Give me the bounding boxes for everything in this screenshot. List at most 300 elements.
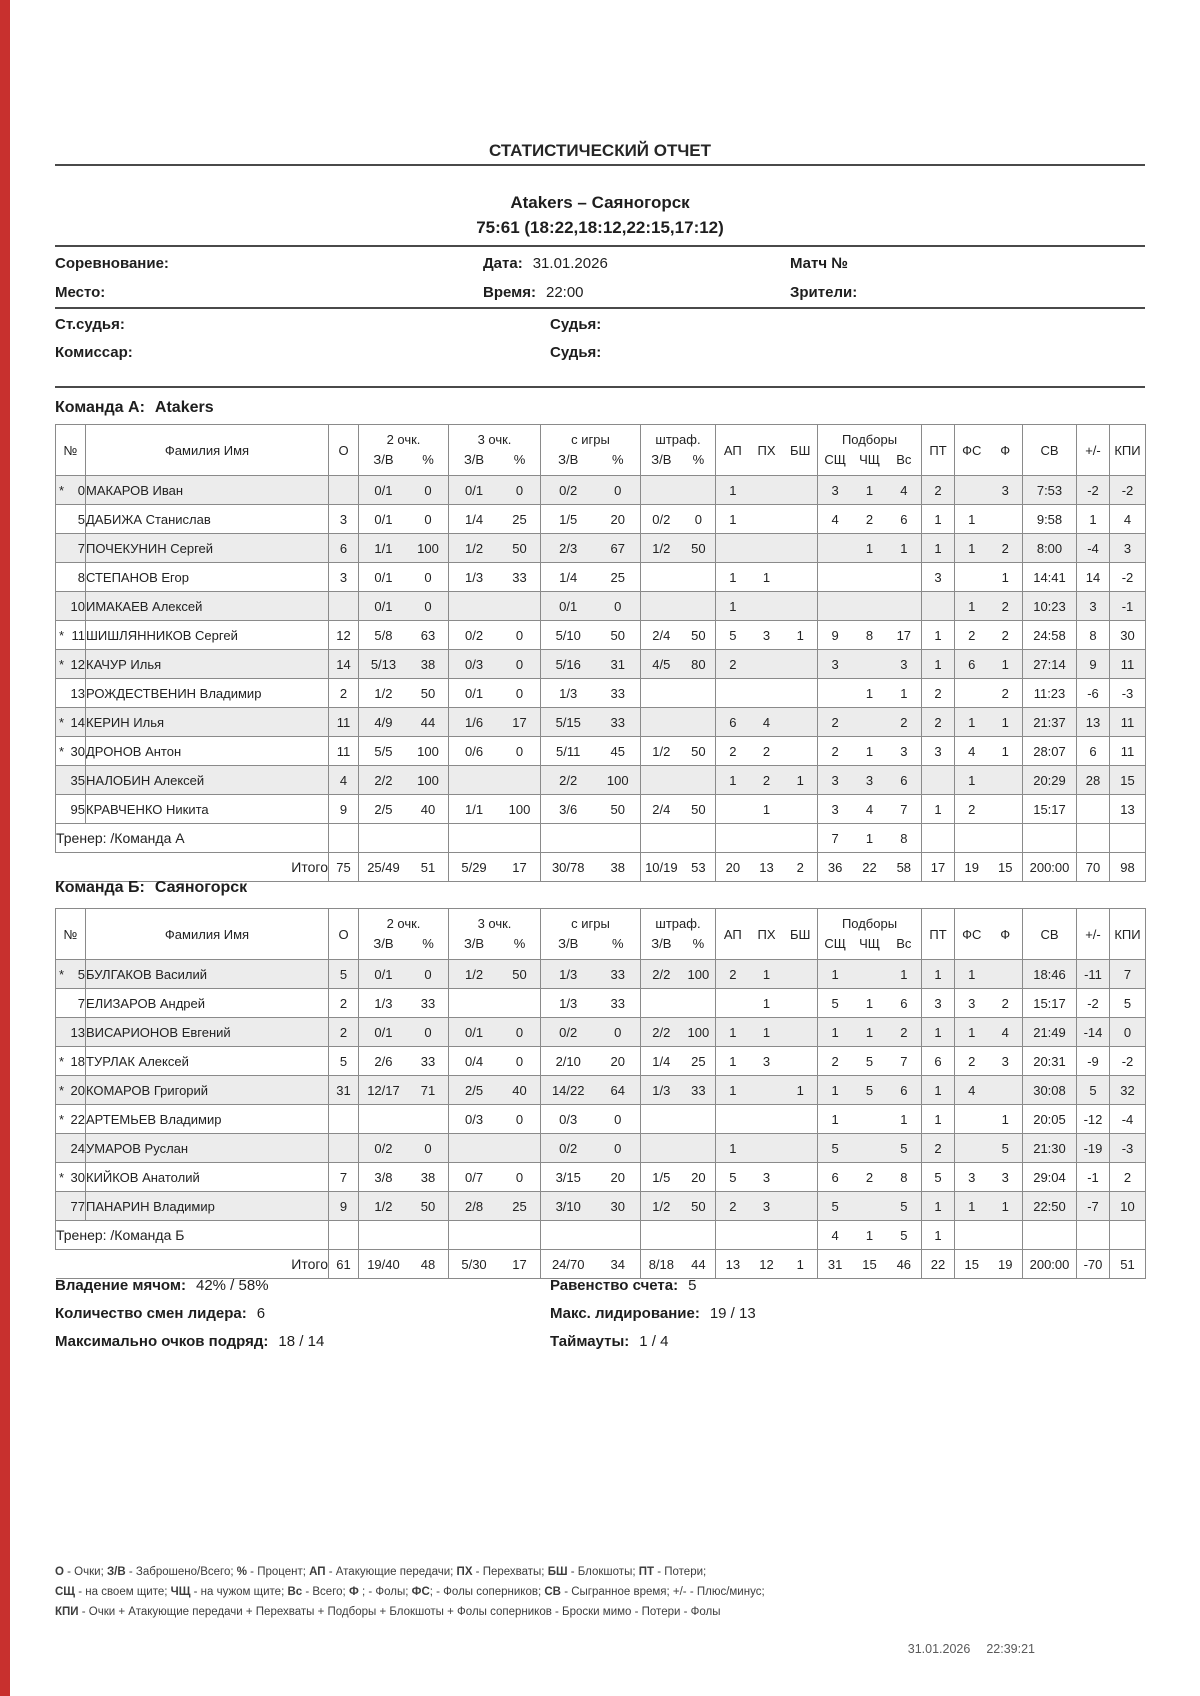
- cell-points: [329, 824, 359, 853]
- cell-3pt: [449, 592, 541, 621]
- team-a-title: [55, 399, 214, 417]
- cell-2pt: 0/2 0: [359, 1134, 449, 1163]
- cell-2pt: 5/5 100: [359, 737, 449, 766]
- cell-ft: 1/2 50: [641, 737, 716, 766]
- cell-ast-stl-blk: [716, 679, 818, 708]
- player-name: КИЙКОВ Анатолий: [86, 1163, 329, 1192]
- cell-points: 5: [329, 1047, 359, 1076]
- cell-ast-stl-blk: 5 3: [716, 1163, 818, 1192]
- player-row: [56, 621, 1146, 650]
- cell-turnovers: 17: [922, 853, 955, 882]
- player-name: ДАБИЖА Станислав: [86, 505, 329, 534]
- cell-rebounds: 1 1: [818, 679, 922, 708]
- player-name: КЕРИН Илья: [86, 708, 329, 737]
- cell-ast-stl-blk: 1 2 1: [716, 766, 818, 795]
- cell-ft: [641, 1134, 716, 1163]
- cell-2pt: 25/49 51: [359, 853, 449, 882]
- coach-row: [56, 1221, 1146, 1250]
- cell-3pt: 0/2 0: [449, 621, 541, 650]
- divider: [55, 307, 1145, 309]
- cell-points: 9: [329, 1192, 359, 1221]
- cell-3pt: 2/5 40: [449, 1076, 541, 1105]
- header-fouls: ФС Ф: [955, 909, 1023, 960]
- cell-plusminus: [1077, 1221, 1110, 1250]
- cell-plusminus: 70: [1077, 853, 1110, 882]
- player-row: [56, 1192, 1146, 1221]
- player-number: * 5: [56, 960, 86, 989]
- cell-time: 22:50: [1023, 1192, 1077, 1221]
- team-b-table: [55, 908, 1146, 1279]
- cell-fouls: 3 3: [955, 1163, 1023, 1192]
- cell-turnovers: 1: [922, 505, 955, 534]
- cell-points: 2: [329, 679, 359, 708]
- match-no-label: Матч №: [790, 255, 848, 272]
- header-fg: с игры З/В %: [541, 425, 641, 476]
- cell-fouls: 2 2: [955, 621, 1023, 650]
- header-time: СВ: [1023, 425, 1077, 476]
- cell-turnovers: 2: [922, 708, 955, 737]
- cell-fouls: 4 1: [955, 737, 1023, 766]
- cell-ast-stl-blk: 6 4: [716, 708, 818, 737]
- table-header: [56, 425, 1146, 476]
- totals-row: [56, 853, 1146, 882]
- player-number: * 18: [56, 1047, 86, 1076]
- cell-2pt: 5/8 63: [359, 621, 449, 650]
- cell-3pt: 0/3 0: [449, 650, 541, 679]
- cell-kpi: 30: [1110, 621, 1146, 650]
- cell-3pt: [449, 1221, 541, 1250]
- cell-ft: [641, 824, 716, 853]
- header-number: №: [56, 425, 86, 476]
- cell-rebounds: 1 1 2: [818, 1018, 922, 1047]
- cell-turnovers: 1: [922, 960, 955, 989]
- cell-fg: 2/3 67: [541, 534, 641, 563]
- cell-rebounds: 3 3: [818, 650, 922, 679]
- lead-changes-label: Количество смен лидера:: [55, 1305, 247, 1322]
- cell-turnovers: 2: [922, 476, 955, 505]
- player-row: [56, 563, 1146, 592]
- header-points: О: [329, 425, 359, 476]
- player-row: [56, 1047, 1146, 1076]
- totals-label: Итого: [56, 1250, 329, 1279]
- cell-ast-stl-blk: 1: [716, 1134, 818, 1163]
- cell-3pt: 2/8 25: [449, 1192, 541, 1221]
- summary-row-1: [0, 1277, 1200, 1299]
- header-name: Фамилия Имя: [86, 425, 329, 476]
- player-name: ШИШЛЯННИКОВ Сергей: [86, 621, 329, 650]
- cell-fg: 0/1 0: [541, 592, 641, 621]
- cell-time: 200:00: [1023, 853, 1077, 882]
- legend-line: О - Очки; З/В - Заброшено/Всего; % - Процент; АП - Атакующие передачи; ПХ - Перехваты; БШ - Блокшоты; ПТ - Потери;: [55, 1566, 707, 1578]
- header-turnovers: ПТ: [922, 909, 955, 960]
- player-name: ВИСАРИОНОВ Евгений: [86, 1018, 329, 1047]
- header-ft: штраф. З/В %: [641, 909, 716, 960]
- cell-plusminus: -19: [1077, 1134, 1110, 1163]
- player-number: * 30: [56, 737, 86, 766]
- cell-ast-stl-blk: 1: [716, 592, 818, 621]
- cell-fouls: 6 1: [955, 650, 1023, 679]
- cell-2pt: 0/1 0: [359, 505, 449, 534]
- player-name: ПАНАРИН Владимир: [86, 1192, 329, 1221]
- cell-3pt: 0/1 0: [449, 1018, 541, 1047]
- cell-points: 5: [329, 960, 359, 989]
- cell-kpi: [1110, 1221, 1146, 1250]
- cell-turnovers: 22: [922, 1250, 955, 1279]
- cell-points: 2: [329, 989, 359, 1018]
- cell-points: 12: [329, 621, 359, 650]
- cell-kpi: 2: [1110, 1163, 1146, 1192]
- cell-2pt: 0/1 0: [359, 592, 449, 621]
- cell-points: 75: [329, 853, 359, 882]
- cell-fouls: 1: [955, 766, 1023, 795]
- cell-ft: 1/2 50: [641, 1192, 716, 1221]
- cell-ft: 1/3 33: [641, 1076, 716, 1105]
- cell-ast-stl-blk: [716, 534, 818, 563]
- cell-ast-stl-blk: 2 3: [716, 1192, 818, 1221]
- info-row-1: [0, 255, 1200, 275]
- cell-kpi: 98: [1110, 853, 1146, 882]
- cell-ft: 2/2 100: [641, 1018, 716, 1047]
- cell-turnovers: 1: [922, 534, 955, 563]
- cell-plusminus: -12: [1077, 1105, 1110, 1134]
- player-row: [56, 476, 1146, 505]
- cell-fouls: 4: [955, 1076, 1023, 1105]
- player-row: [56, 795, 1146, 824]
- cell-time: 20:05: [1023, 1105, 1077, 1134]
- cell-3pt: 1/6 17: [449, 708, 541, 737]
- player-name: АРТЕМЬЕВ Владимир: [86, 1105, 329, 1134]
- cell-fouls: [955, 824, 1023, 853]
- cell-fg: 5/16 31: [541, 650, 641, 679]
- match-title: Atakers – Саяногорск: [510, 193, 690, 212]
- player-row: [56, 592, 1146, 621]
- cell-fouls: 3: [955, 476, 1023, 505]
- player-number: * 11: [56, 621, 86, 650]
- cell-points: [329, 1105, 359, 1134]
- cell-plusminus: [1077, 824, 1110, 853]
- header-points: О: [329, 909, 359, 960]
- cell-ft: 4/5 80: [641, 650, 716, 679]
- team-a-rows: [56, 476, 1146, 882]
- header-name: Фамилия Имя: [86, 909, 329, 960]
- cell-2pt: 1/2 50: [359, 1192, 449, 1221]
- summary-row-2: [0, 1305, 1200, 1327]
- cell-time: [1023, 1221, 1077, 1250]
- cell-fouls: 2: [955, 679, 1023, 708]
- cell-fg: 3/15 20: [541, 1163, 641, 1192]
- cell-points: [329, 592, 359, 621]
- cell-turnovers: 1: [922, 1221, 955, 1250]
- player-row: [56, 534, 1146, 563]
- cell-fouls: 5: [955, 1134, 1023, 1163]
- cell-ft: 10/19 53: [641, 853, 716, 882]
- cell-3pt: 0/7 0: [449, 1163, 541, 1192]
- cell-time: 29:04: [1023, 1163, 1077, 1192]
- cell-turnovers: 3: [922, 989, 955, 1018]
- cell-fouls: 1: [955, 960, 1023, 989]
- cell-fouls: [955, 1221, 1023, 1250]
- header-fouls: ФС Ф: [955, 425, 1023, 476]
- player-name: ПОЧЕКУНИН Сергей: [86, 534, 329, 563]
- cell-kpi: [1110, 824, 1146, 853]
- cell-2pt: 3/8 38: [359, 1163, 449, 1192]
- cell-rebounds: 1 5 6: [818, 1076, 922, 1105]
- cell-fg: 1/3 33: [541, 679, 641, 708]
- cell-rebounds: 2 1 3: [818, 737, 922, 766]
- team-a-table: [55, 424, 1146, 882]
- player-number: 7: [56, 534, 86, 563]
- cell-fouls: 1 1: [955, 708, 1023, 737]
- player-number: 77: [56, 1192, 86, 1221]
- cell-turnovers: 1: [922, 621, 955, 650]
- cell-2pt: [359, 1221, 449, 1250]
- player-row: [56, 1163, 1146, 1192]
- cell-turnovers: 1: [922, 1076, 955, 1105]
- cell-fg: 2/2 100: [541, 766, 641, 795]
- page-title: СТАТИСТИЧЕСКИЙ ОТЧЕТ: [488, 141, 712, 160]
- player-name: МАКАРОВ Иван: [86, 476, 329, 505]
- ties-value: 5: [688, 1277, 697, 1294]
- cell-plusminus: 14: [1077, 563, 1110, 592]
- cell-kpi: 5: [1110, 989, 1146, 1018]
- totals-label: Итого: [56, 853, 329, 882]
- legend-line: СЩ - на своем щите; ЧЩ - на чужом щите; Вс - Всего; Ф ; - Фолы; ФС; - Фолы соперников; СВ - Сыгранное время; +/- - Плюс/минус;: [55, 1586, 765, 1598]
- cell-fg: 0/2 0: [541, 1018, 641, 1047]
- cell-turnovers: 3: [922, 563, 955, 592]
- player-name: ТУРЛАК Алексей: [86, 1047, 329, 1076]
- cell-rebounds: 1 1: [818, 534, 922, 563]
- player-name: ДРОНОВ Антон: [86, 737, 329, 766]
- possession-label: Владение мячом:: [55, 1277, 186, 1294]
- header-2pt: 2 очк. З/В %: [359, 909, 449, 960]
- cell-turnovers: 5: [922, 1163, 955, 1192]
- cell-2pt: [359, 1105, 449, 1134]
- cell-ast-stl-blk: 1 1: [716, 563, 818, 592]
- cell-time: 21:49: [1023, 1018, 1077, 1047]
- team-a-name: Atakers: [154, 399, 214, 416]
- cell-kpi: 11: [1110, 650, 1146, 679]
- header-3pt: 3 очк. З/В %: [449, 425, 541, 476]
- cell-kpi: -4: [1110, 1105, 1146, 1134]
- date-label: Дата:: [483, 255, 523, 272]
- print-date: 31.01.2026: [907, 1642, 971, 1656]
- cell-fouls: 15 19: [955, 1250, 1023, 1279]
- team-b-rows: [56, 960, 1146, 1279]
- cell-time: 8:00: [1023, 534, 1077, 563]
- totals-row: [56, 1250, 1146, 1279]
- cell-turnovers: [922, 766, 955, 795]
- cell-rebounds: 36 22 58: [818, 853, 922, 882]
- cell-ft: [641, 679, 716, 708]
- place-label: Место:: [55, 284, 106, 301]
- cell-points: 4: [329, 766, 359, 795]
- player-row: [56, 679, 1146, 708]
- player-number: 35: [56, 766, 86, 795]
- cell-ast-stl-blk: 5 3 1: [716, 621, 818, 650]
- header-rebounds: Подборы СЩ ЧЩ Вс: [818, 909, 922, 960]
- team-b-name: Саяногорск: [154, 879, 248, 896]
- cell-turnovers: 6: [922, 1047, 955, 1076]
- cell-ft: 1/4 25: [641, 1047, 716, 1076]
- cell-turnovers: 2: [922, 1134, 955, 1163]
- cell-plusminus: -9: [1077, 1047, 1110, 1076]
- cell-2pt: 0/1 0: [359, 960, 449, 989]
- cell-points: 31: [329, 1076, 359, 1105]
- cell-kpi: 51: [1110, 1250, 1146, 1279]
- header-fg: с игры З/В %: [541, 909, 641, 960]
- cell-kpi: 13: [1110, 795, 1146, 824]
- cell-time: 11:23: [1023, 679, 1077, 708]
- cell-ast-stl-blk: 1: [716, 989, 818, 1018]
- cell-turnovers: 3: [922, 737, 955, 766]
- cell-fg: 1/3 33: [541, 989, 641, 1018]
- cell-2pt: 5/13 38: [359, 650, 449, 679]
- cell-fg: 0/2 0: [541, 476, 641, 505]
- cell-points: [329, 1134, 359, 1163]
- cell-ft: [641, 563, 716, 592]
- cell-rebounds: [818, 563, 922, 592]
- header-ast-stl-blk: АП ПХ БШ: [716, 909, 818, 960]
- player-number: 10: [56, 592, 86, 621]
- cell-fouls: 2: [955, 795, 1023, 824]
- time-label: Время:: [483, 284, 536, 301]
- coach-label: Тренер: /Команда Б: [56, 1221, 329, 1250]
- print-timestamp: [55, 1642, 1035, 1656]
- cell-kpi: 0: [1110, 1018, 1146, 1047]
- referee1-label: Судья:: [550, 316, 602, 333]
- cell-fouls: 1 1: [955, 1192, 1023, 1221]
- header-turnovers: ПТ: [922, 425, 955, 476]
- max-run-value: 18 / 14: [278, 1333, 325, 1350]
- cell-plusminus: -6: [1077, 679, 1110, 708]
- cell-turnovers: 1: [922, 1105, 955, 1134]
- cell-points: 3: [329, 563, 359, 592]
- cell-rebounds: 31 15 46: [818, 1250, 922, 1279]
- timeouts-value: 1 / 4: [639, 1333, 669, 1350]
- cell-plusminus: 6: [1077, 737, 1110, 766]
- cell-ft: [641, 766, 716, 795]
- cell-3pt: 1/2 50: [449, 534, 541, 563]
- max-lead-value: 19 / 13: [709, 1305, 756, 1322]
- competition-label: Соревнование:: [55, 255, 169, 272]
- player-number: 13: [56, 1018, 86, 1047]
- player-row: [56, 708, 1146, 737]
- cell-3pt: 5/30 17: [449, 1250, 541, 1279]
- cell-3pt: 0/1 0: [449, 679, 541, 708]
- cell-ft: 2/4 50: [641, 621, 716, 650]
- cell-2pt: 0/1 0: [359, 476, 449, 505]
- info-row-3: [0, 316, 1200, 336]
- cell-plusminus: -70: [1077, 1250, 1110, 1279]
- player-name: ИМАКАЕВ Алексей: [86, 592, 329, 621]
- cell-2pt: 0/1 0: [359, 563, 449, 592]
- player-name: СТЕПАНОВ Егор: [86, 563, 329, 592]
- commissioner-label: Комиссар:: [55, 344, 133, 361]
- cell-points: 6: [329, 534, 359, 563]
- player-row: [56, 1076, 1146, 1105]
- cell-ast-stl-blk: [716, 1105, 818, 1134]
- player-name: КОМАРОВ Григорий: [86, 1076, 329, 1105]
- cell-3pt: 1/1 100: [449, 795, 541, 824]
- player-number: 13: [56, 679, 86, 708]
- header-2pt: 2 очк. З/В %: [359, 425, 449, 476]
- date-value: 31.01.2026: [532, 255, 608, 272]
- player-row: [56, 505, 1146, 534]
- header-plusminus: +/-: [1077, 909, 1110, 960]
- player-name: БУЛГАКОВ Василий: [86, 960, 329, 989]
- player-row: [56, 737, 1146, 766]
- cell-3pt: [449, 766, 541, 795]
- cell-2pt: 1/3 33: [359, 989, 449, 1018]
- player-number: 5: [56, 505, 86, 534]
- cell-ast-stl-blk: 1: [716, 476, 818, 505]
- cell-time: 15:17: [1023, 989, 1077, 1018]
- cell-ft: [641, 476, 716, 505]
- cell-kpi: -2: [1110, 563, 1146, 592]
- cell-ft: [641, 708, 716, 737]
- cell-ast-stl-blk: 2 2: [716, 737, 818, 766]
- referee2-label: Судья:: [550, 344, 602, 361]
- cell-plusminus: 3: [1077, 592, 1110, 621]
- player-number: 24: [56, 1134, 86, 1163]
- cell-time: 21:37: [1023, 708, 1077, 737]
- cell-fg: 1/3 33: [541, 960, 641, 989]
- summary-row-3: [0, 1333, 1200, 1355]
- possession-value: 42% / 58%: [195, 1277, 269, 1294]
- cell-kpi: -3: [1110, 1134, 1146, 1163]
- max-lead-label: Макс. лидирование:: [550, 1305, 700, 1322]
- team-a-label: Команда А:: [55, 399, 145, 416]
- cell-2pt: 2/5 40: [359, 795, 449, 824]
- player-name: НАЛОБИН Алексей: [86, 766, 329, 795]
- player-row: [56, 650, 1146, 679]
- cell-fouls: 1: [955, 505, 1023, 534]
- cell-rebounds: 5 1 6: [818, 989, 922, 1018]
- header-kpi: КПИ: [1110, 909, 1146, 960]
- cell-kpi: 15: [1110, 766, 1146, 795]
- info-row-2: [0, 284, 1200, 304]
- cell-rebounds: 9 8 17: [818, 621, 922, 650]
- cell-2pt: 12/17 71: [359, 1076, 449, 1105]
- player-row: [56, 1105, 1146, 1134]
- cell-time: 30:08: [1023, 1076, 1077, 1105]
- player-number: 95: [56, 795, 86, 824]
- cell-ft: [641, 592, 716, 621]
- cell-fg: 1/4 25: [541, 563, 641, 592]
- team-b-title: [55, 879, 247, 897]
- cell-plusminus: -14: [1077, 1018, 1110, 1047]
- cell-rebounds: 5 5: [818, 1192, 922, 1221]
- player-name: ЕЛИЗАРОВ Андрей: [86, 989, 329, 1018]
- cell-turnovers: 1: [922, 1018, 955, 1047]
- cell-points: 7: [329, 1163, 359, 1192]
- cell-time: 9:58: [1023, 505, 1077, 534]
- cell-rebounds: 3 4 7: [818, 795, 922, 824]
- cell-kpi: 7: [1110, 960, 1146, 989]
- cell-plusminus: -1: [1077, 1163, 1110, 1192]
- cell-ft: 2/4 50: [641, 795, 716, 824]
- cell-fouls: 1: [955, 563, 1023, 592]
- cell-3pt: 5/29 17: [449, 853, 541, 882]
- cell-ft: 2/2 100: [641, 960, 716, 989]
- cell-rebounds: 5 5: [818, 1134, 922, 1163]
- cell-plusminus: -2: [1077, 476, 1110, 505]
- header-ast-stl-blk: АП ПХ БШ: [716, 425, 818, 476]
- player-number: * 22: [56, 1105, 86, 1134]
- cell-ast-stl-blk: [716, 824, 818, 853]
- cell-points: [329, 476, 359, 505]
- cell-rebounds: 1 1: [818, 960, 922, 989]
